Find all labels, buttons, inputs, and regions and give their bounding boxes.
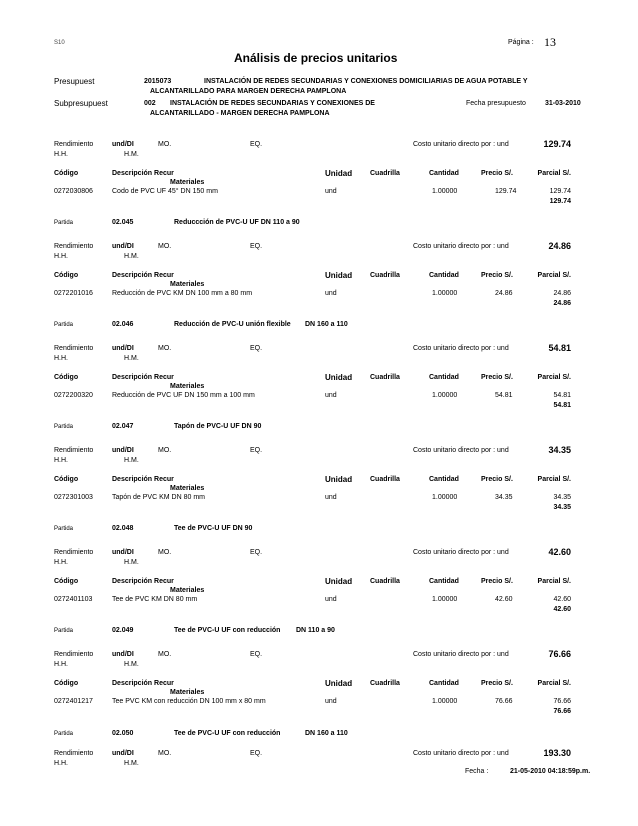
subtotal-value: 34.35: [553, 504, 571, 511]
col-precio: Precio S/.: [481, 170, 513, 177]
col-codigo: Código: [54, 680, 79, 687]
row-unit: und: [325, 290, 337, 297]
presupuesto-code: 2015073: [144, 78, 172, 85]
partida-name: Tee de PVC-U UF DN 90: [174, 525, 253, 532]
partida-name: Tee de PVC-U UF con reducción: [174, 730, 281, 737]
partida-label: Partida: [54, 220, 74, 226]
unddi-label: und/DI: [112, 651, 134, 658]
costo-unitario-value: 34.35: [548, 445, 571, 455]
row-cantidad: 1.00000: [432, 392, 458, 399]
col-cuadrilla: Cuadrilla: [370, 170, 400, 177]
row-code: 0272030806: [54, 188, 93, 195]
row-precio: 54.81: [495, 392, 513, 399]
unddi-label: und/DI: [112, 447, 134, 454]
eq-label: EQ.: [250, 141, 263, 148]
page-title: Análisis de precios unitarios: [234, 51, 398, 65]
col-parcial: Parcial S/.: [537, 170, 571, 177]
hh-label: H.H.: [54, 253, 68, 260]
col-precio: Precio S/.: [481, 578, 513, 585]
col-precio: Precio S/.: [481, 272, 513, 279]
unddi-label: und/DI: [112, 243, 134, 250]
row-parcial: 42.60: [553, 596, 571, 603]
hm-label: H.M.: [124, 253, 139, 260]
subpresupuesto-desc-line2: ALCANTARILLADO - MARGEN DERECHA PAMPLONA: [150, 110, 330, 117]
row-cantidad: 1.00000: [432, 290, 458, 297]
col-descripcion: Descripción Recur: [112, 476, 174, 483]
page-number: 13: [544, 35, 556, 49]
partida-name-dn: DN 160 a 110: [305, 321, 348, 328]
partida-name-dn: DN 110 a 90: [296, 627, 335, 634]
row-parcial: 24.86: [553, 290, 571, 297]
partida-label: Partida: [54, 526, 74, 532]
partida-number: 02.050: [112, 730, 134, 737]
partida-label: Partida: [54, 628, 74, 634]
col-codigo: Código: [54, 170, 79, 177]
col-parcial: Parcial S/.: [537, 272, 571, 279]
presupuesto-desc-line2: ALCANTARILLADO PARA MARGEN DERECHA PAMPLONA: [150, 88, 347, 95]
materiales-label: Materiales: [170, 485, 205, 492]
col-parcial: Parcial S/.: [537, 374, 571, 381]
costo-unitario-label: Costo unitario directo por : und: [413, 141, 509, 148]
partida-label: Partida: [54, 322, 74, 328]
row-precio: 42.60: [495, 596, 513, 603]
hh-label: H.H.: [54, 355, 68, 362]
col-codigo: Código: [54, 578, 79, 585]
partida-number: 02.046: [112, 321, 134, 328]
hm-label: H.M.: [124, 559, 139, 566]
rendimiento-label: Rendimiento: [54, 345, 94, 352]
row-unit: und: [325, 188, 337, 195]
col-cuadrilla: Cuadrilla: [370, 680, 400, 687]
col-cantidad: Cantidad: [429, 578, 459, 585]
materiales-label: Materiales: [170, 689, 205, 696]
costo-unitario-value: 193.30: [543, 748, 571, 758]
subtotal-value: 76.66: [553, 708, 571, 715]
unddi-label: und/DI: [112, 141, 134, 148]
presupuesto-desc-line1: INSTALACIÓN DE REDES SECUNDARIAS Y CONEXIONES DOMICILIARIAS DE AGUA POTABLE Y: [204, 78, 528, 85]
hm-label: H.M.: [124, 661, 139, 668]
fecha-presupuesto-value: 31-03-2010: [545, 100, 581, 107]
col-unidad: Unidad: [325, 373, 353, 382]
row-cantidad: 1.00000: [432, 596, 458, 603]
row-cantidad: 1.00000: [432, 494, 458, 501]
rendimiento-label: Rendimiento: [54, 141, 94, 148]
row-code: 0272201016: [54, 290, 93, 297]
materiales-label: Materiales: [170, 383, 205, 390]
col-codigo: Código: [54, 272, 79, 279]
partida-name: Tee de PVC-U UF con reducción: [174, 627, 281, 634]
col-descripcion: Descripción Recur: [112, 170, 174, 177]
costo-unitario-label: Costo unitario directo por : und: [413, 345, 509, 352]
rendimiento-label: Rendimiento: [54, 243, 94, 250]
col-cuadrilla: Cuadrilla: [370, 272, 400, 279]
costo-unitario-value: 54.81: [548, 343, 571, 353]
row-parcial: 129.74: [549, 188, 571, 195]
partida-number: 02.048: [112, 525, 134, 532]
costo-unitario-label: Costo unitario directo por : und: [413, 750, 509, 757]
materiales-label: Materiales: [170, 587, 205, 594]
subpresupuesto-label: Subpresupuest: [54, 99, 108, 108]
costo-unitario-value: 24.86: [548, 241, 571, 251]
costo-unitario-label: Costo unitario directo por : und: [413, 447, 509, 454]
partida-number: 02.047: [112, 423, 134, 430]
row-precio: 76.66: [495, 698, 513, 705]
subtotal-value: 42.60: [553, 606, 571, 613]
row-unit: und: [325, 392, 337, 399]
col-parcial: Parcial S/.: [537, 476, 571, 483]
mo-label: MO.: [158, 549, 172, 556]
unddi-label: und/DI: [112, 345, 134, 352]
row-precio: 24.86: [495, 290, 513, 297]
eq-label: EQ.: [250, 447, 263, 454]
rendimiento-label: Rendimiento: [54, 750, 94, 757]
hm-label: H.M.: [124, 355, 139, 362]
col-codigo: Código: [54, 476, 79, 483]
rendimiento-label: Rendimiento: [54, 549, 94, 556]
partida-name: Tapón de PVC-U UF DN 90: [174, 423, 262, 430]
partida-number: 02.045: [112, 219, 134, 226]
col-cuadrilla: Cuadrilla: [370, 374, 400, 381]
row-desc: Tee de PVC KM DN 80 mm: [112, 596, 198, 603]
presupuesto-label: Presupuest: [54, 77, 95, 86]
rendimiento-label: Rendimiento: [54, 447, 94, 454]
partida-name: Reduccción de PVC-U UF DN 110 a 90: [174, 219, 300, 226]
hm-label: H.M.: [124, 151, 139, 158]
row-code: 0272401103: [54, 596, 93, 603]
costo-unitario-label: Costo unitario directo por : und: [413, 549, 509, 556]
page-label: Página :: [508, 39, 534, 46]
costo-unitario-label: Costo unitario directo por : und: [413, 243, 509, 250]
row-unit: und: [325, 596, 337, 603]
fecha-presupuesto-label: Fecha presupuesto: [466, 100, 526, 107]
eq-label: EQ.: [250, 750, 263, 757]
costo-unitario-label: Costo unitario directo por : und: [413, 651, 509, 658]
materiales-label: Materiales: [170, 281, 205, 288]
col-precio: Precio S/.: [481, 476, 513, 483]
hh-label: H.H.: [54, 760, 68, 767]
col-codigo: Código: [54, 374, 79, 381]
rendimiento-label: Rendimiento: [54, 651, 94, 658]
eq-label: EQ.: [250, 345, 263, 352]
materiales-label: Materiales: [170, 179, 205, 186]
subpresupuesto-code: 002: [144, 100, 156, 107]
hh-label: H.H.: [54, 559, 68, 566]
unddi-label: und/DI: [112, 549, 134, 556]
row-precio: 129.74: [495, 188, 517, 195]
footer-fecha-label: Fecha :: [465, 768, 489, 775]
mo-label: MO.: [158, 651, 172, 658]
row-parcial: 34.35: [553, 494, 571, 501]
report-code: S10: [54, 40, 65, 46]
col-unidad: Unidad: [325, 679, 353, 688]
col-descripcion: Descripción Recur: [112, 680, 174, 687]
col-cantidad: Cantidad: [429, 374, 459, 381]
row-parcial: 54.81: [553, 392, 571, 399]
mo-label: MO.: [158, 750, 172, 757]
hm-label: H.M.: [124, 760, 139, 767]
hh-label: H.H.: [54, 661, 68, 668]
footer-fecha-value: 21-05-2010 04:18:59p.m.: [510, 768, 591, 775]
row-precio: 34.35: [495, 494, 513, 501]
partida-number: 02.049: [112, 627, 134, 634]
row-unit: und: [325, 698, 337, 705]
row-desc: Codo de PVC UF 45° DN 150 mm: [112, 188, 218, 195]
row-code: 0272301003: [54, 494, 93, 501]
costo-unitario-value: 76.66: [548, 649, 571, 659]
mo-label: MO.: [158, 345, 172, 352]
row-cantidad: 1.00000: [432, 698, 458, 705]
col-unidad: Unidad: [325, 169, 353, 178]
col-descripcion: Descripción Recur: [112, 578, 174, 585]
row-desc: Tee PVC KM con reducción DN 100 mm x 80 mm: [112, 698, 266, 705]
subtotal-value: 129.74: [549, 198, 571, 205]
row-desc: Tapón de PVC KM DN 80 mm: [112, 494, 205, 501]
costo-unitario-value: 42.60: [548, 547, 571, 557]
partida-label: Partida: [54, 731, 74, 737]
col-descripcion: Descripción Recur: [112, 272, 174, 279]
unddi-label: und/DI: [112, 750, 134, 757]
col-parcial: Parcial S/.: [537, 578, 571, 585]
subtotal-value: 54.81: [553, 402, 571, 409]
row-parcial: 76.66: [553, 698, 571, 705]
partida-name-dn: DN 160 a 110: [305, 730, 348, 737]
col-unidad: Unidad: [325, 271, 353, 280]
subpresupuesto-desc-line1: INSTALACIÓN DE REDES SECUNDARIAS Y CONEXIONES DE: [170, 100, 375, 107]
row-desc: Reducción de PVC KM DN 100 mm a 80 mm: [112, 290, 253, 297]
partida-label: Partida: [54, 424, 74, 430]
eq-label: EQ.: [250, 243, 263, 250]
col-cantidad: Cantidad: [429, 680, 459, 687]
col-precio: Precio S/.: [481, 374, 513, 381]
row-desc: Reducción de PVC UF DN 150 mm a 100 mm: [112, 392, 255, 399]
row-cantidad: 1.00000: [432, 188, 458, 195]
col-unidad: Unidad: [325, 577, 353, 586]
row-code: 0272401217: [54, 698, 93, 705]
col-descripcion: Descripción Recur: [112, 374, 174, 381]
partida-name: Reducción de PVC-U unión flexible: [174, 321, 291, 328]
row-code: 0272200320: [54, 392, 93, 399]
eq-label: EQ.: [250, 651, 263, 658]
col-parcial: Parcial S/.: [537, 680, 571, 687]
col-cuadrilla: Cuadrilla: [370, 578, 400, 585]
col-cantidad: Cantidad: [429, 476, 459, 483]
hh-label: H.H.: [54, 151, 68, 158]
mo-label: MO.: [158, 141, 172, 148]
col-cuadrilla: Cuadrilla: [370, 476, 400, 483]
hh-label: H.H.: [54, 457, 68, 464]
col-precio: Precio S/.: [481, 680, 513, 687]
mo-label: MO.: [158, 243, 172, 250]
mo-label: MO.: [158, 447, 172, 454]
col-unidad: Unidad: [325, 475, 353, 484]
subtotal-value: 24.86: [553, 300, 571, 307]
eq-label: EQ.: [250, 549, 263, 556]
hm-label: H.M.: [124, 457, 139, 464]
col-cantidad: Cantidad: [429, 170, 459, 177]
row-unit: und: [325, 494, 337, 501]
col-cantidad: Cantidad: [429, 272, 459, 279]
costo-unitario-value: 129.74: [543, 139, 571, 149]
